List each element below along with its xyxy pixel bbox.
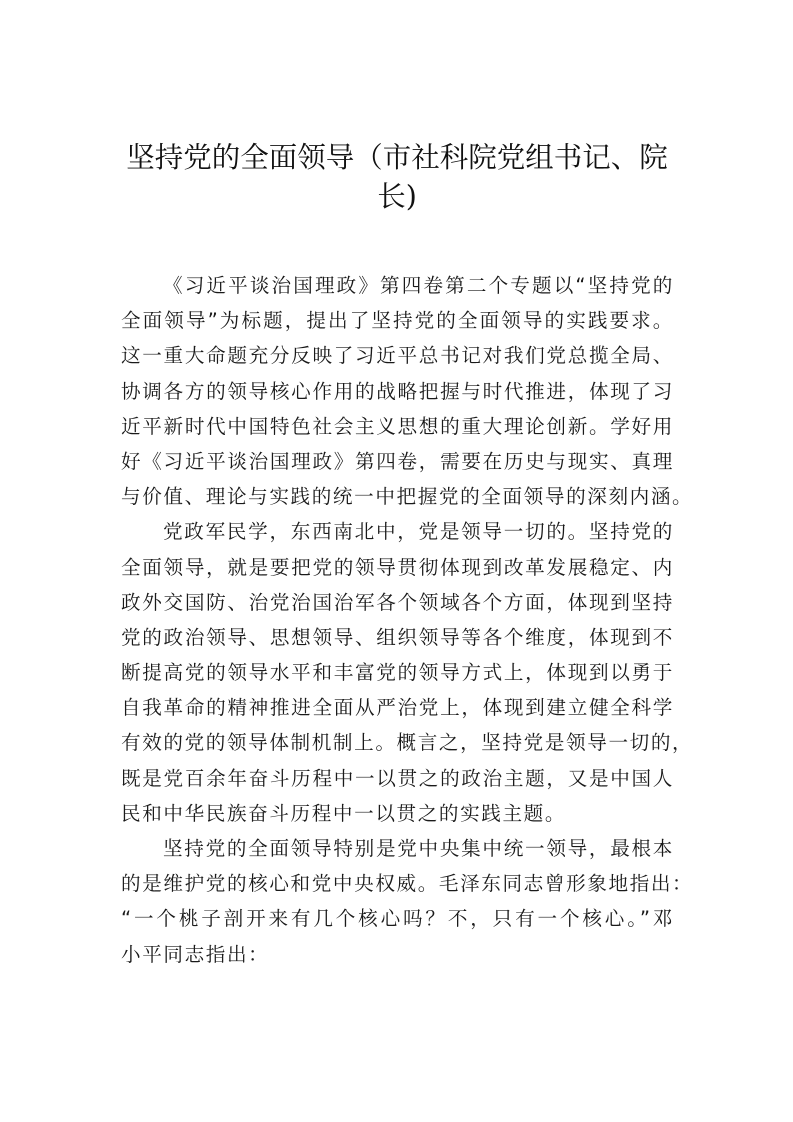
paragraph-2: [121, 514, 694, 831]
paragraph-3: [121, 831, 694, 972]
paragraph-1: [121, 268, 694, 514]
text-line: 政外交国防、治党治国治军各个领域各个方面，体现到坚持: [121, 590, 674, 614]
text-line: 与价值、理论与实践的统一中把握党的全面领导的深刻内涵。: [121, 485, 694, 509]
text-line: 既是党百余年奋斗历程中一以贯之的政治主题，又是中国人: [121, 766, 674, 790]
text-line: 有效的党的领导体制机制上。概言之，坚持党是领导一切的，: [121, 731, 694, 755]
text-line: 这一重大命题充分反映了习近平总书记对我们党总揽全局、: [121, 344, 674, 368]
text-line: 自我革命的精神推进全面从严治党上，体现到建立健全科学: [121, 696, 674, 720]
title-line-1: 坚持党的全面领导（市社科院党组书记、院: [126, 141, 668, 174]
text-line: 党的政治领导、思想领导、组织领导等各个维度，体现到不: [121, 625, 674, 649]
text-line: 全面领导”为标题，提出了坚持党的全面领导的实践要求。: [121, 309, 674, 333]
text-line: 全面领导，就是要把党的领导贯彻体现到改革发展稳定、内: [121, 555, 674, 579]
text-line: “一个桃子剖开来有几个核心吗？不，只有一个核心。”邓: [121, 907, 674, 931]
text-line: 《习近平谈治国理政》第四卷第二个专题以“坚持党的: [163, 274, 674, 297]
title-line-2: 长): [377, 180, 417, 213]
text-line: 小平同志指出：: [121, 942, 270, 966]
text-line: 的是维护党的核心和党中央权威。毛泽东同志曾形象地指出：: [121, 872, 694, 896]
text-line: 断提高党的领导水平和丰富党的领导方式上，体现到以勇于: [121, 661, 674, 685]
document-title: [119, 138, 675, 216]
text-line: 协调各方的领导核心作用的战略把握与时代推进，体现了习: [121, 379, 674, 403]
text-line: 近平新时代中国特色社会主义思想的重大理论创新。学好用: [121, 414, 674, 438]
text-line: 坚持党的全面领导特别是党中央集中统一领导，最根本: [163, 837, 674, 860]
text-line: 党政军民学，东西南北中，党是领导一切的。坚持党的: [163, 520, 674, 544]
text-line: 民和中华民族奋斗历程中一以贯之的实践主题。: [121, 801, 567, 825]
document-body: [121, 268, 694, 972]
text-line: 好《习近平谈治国理政》第四卷，需要在历史与现实、真理: [121, 449, 674, 473]
